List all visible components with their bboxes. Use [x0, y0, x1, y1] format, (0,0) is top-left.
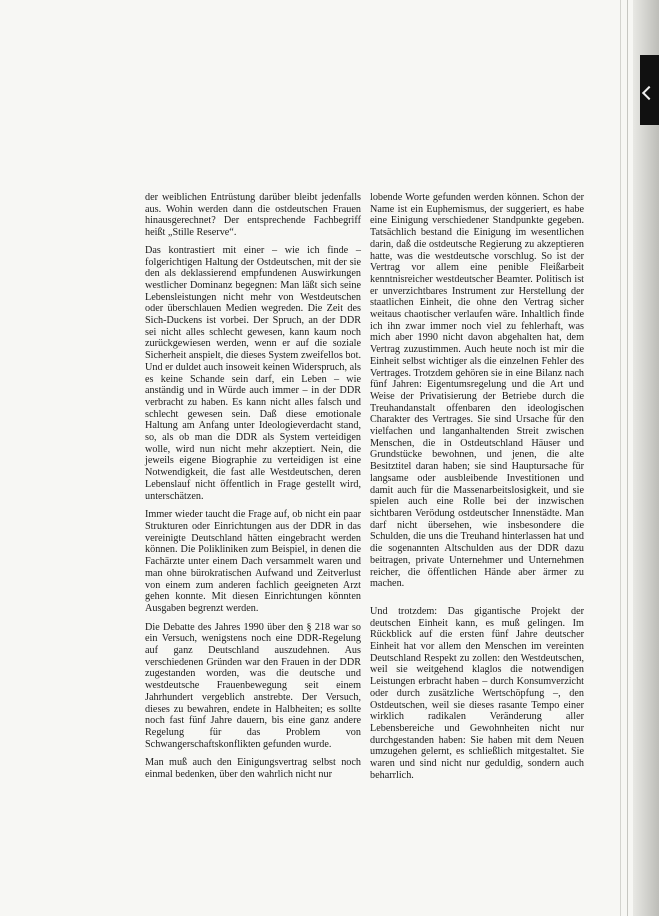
text-column-right	[370, 192, 584, 788]
paragraph: Und trotzdem: Das gigantische Projekt der deutschen Einheit kann, es muß gelingen. Im Rückblick auf die ersten fünf Jahre deutscher Einheit hat vor allem den Menschen im vereinten Deutschland Respekt zu zollen: den Westdeutschen, weil sie weitgehend klaglos die notwendigen Leistungen erbracht haben – durch Konsumverzicht oder durch zusätzliche Wertschöpfung –, den Ostdeutschen, weil sie dieses rasante Tempo einer wirklich radikalen Veränderung aller Lebensbereiche und Gewohnheiten nicht nur durchgestanden haben: Sie haben mit dem Neuen umzugehen gelernt, es schließlich mitgestaltet. Sie waren und sind nicht nur geduldig, sondern auch beharrlich.	[370, 605, 584, 781]
text-column-left	[145, 192, 361, 788]
paragraph: Das kontrastiert mit einer – wie ich finde – folgerichtigen Haltung der Ostdeutschen, mit der sie den als deklassierend empfundenen Auswirkungen westlicher Dominanz begegnen: Man läßt sich seine Lebensleistungen nicht mehr von Westdeutschen oder überschlauen Medien wegreden. Die Zeit des Sich-Duckens ist vorbei. Der Spruch, an der DDR sei nicht alles schlecht gewesen, kann kaum noch zurückgewiesen werden, wenn er auf die soziale Sicherheit anspielt, die dieses System zweifellos bot. Und er duldet auch insoweit keinen Widerspruch, als es keine Schande sein darf, ein Leben – wie anständig und in Würde auch immer – in der DDR verbracht zu haben. Es kann nicht alles falsch und schlecht gewesen sein. Daß diese emotionale Haltung am Anfang unter Ideologieverdacht stand, so, als ob man die DDR als System verteidigen wolle, wird nun nicht mehr akzeptiert. Nein, die jeweils eigene Biographie zu verteidigen ist eine Notwendigkeit, die fast alle Westdeutschen, deren Lebenslauf nicht öffentlich in Frage gestellt wird, unterschätzen.	[145, 244, 361, 502]
page-edge-shadow	[633, 0, 659, 916]
paragraph: Die Debatte des Jahres 1990 über den § 218 war so ein Versuch, wenigstens noch eine DDR-Regelung auf ganz Deutschland auszudehnen. Aus verschiedenen Gründen war den Frauen in der DDR zugestanden worden, was die deutsche und westdeutsche Frauenbewegung seit einem Jahrhundert vergeblich anstrebte. Der Versuch, dieses zu bewahren, endete in Halbheiten; es sollte noch fast fünf Jahre dauern, bis eine ganz andere Regelung für das Problem von Schwangerschaftskonflikten gefunden wurde.	[145, 621, 361, 750]
paragraph: der weiblichen Entrüstung darüber bleibt jedenfalls aus. Wohin werden dann die ostdeutschen Frauen hinausgerechnet? Der entsprechende Fachbegriff heißt „Stille Reserve“.	[145, 192, 361, 239]
page-edge-line	[627, 0, 628, 916]
paragraph: Immer wieder taucht die Frage auf, ob nicht ein paar Strukturen oder Einrichtungen aus der DDR in das vereinigte Deutschland hätten eingebracht werden können. Die Polikliniken zum Beispiel, in denen die Fachärzte unter einem Dach versammelt waren und man ohne bürokratischen Aufwand und Zeitverlust von einem zum anderen fachlich geeigneten Arzt gehen konnte. Mit diesen Einrichtungen könnten Ausgaben begrenzt werden.	[145, 509, 361, 614]
page-edge-line	[620, 0, 621, 916]
paragraph: Man muß auch den Einigungsvertrag selbst noch einmal bedenken, über den wahrlich nicht nur	[145, 757, 361, 781]
paragraph: lobende Worte gefunden werden können. Schon der Name ist ein Euphemismus, der suggeriert, es habe eine Einigung verschiedener Standpunkte gegeben. Tatsächlich bestand die Einigung im wesentlichen darin, daß die ostdeutsche Regierung zu akzeptieren hatte, was die westdeutsche vorschlug. So ist der Vertrag vor allem eine penible Fleißarbeit kenntnisreicher westdeutscher Beamter. Politisch ist er unverzichtbares Instrument zur Herstellung der staatlichen Einheit, die ohne den Vertrag sicher weitaus chaotischer verlaufen wäre. Inhaltlich finde ich ihn zwar immer noch viel zu fehlerhaft, was mich aber 1990 nicht davon abgehalten hat, dem Vertrag zuzustimmen. Auch heute noch ist mir die Einheit selbst wichtiger als die einzelnen Fehler des Vertrages. Trotzdem gehören sie in eine Bilanz nach fünf Jahren: Eigentumsregelung und die Art und Weise der Privatisierung der Betriebe durch die Treuhandanstalt offenbaren den ideologischen Charakter des Vertrages. Sie sind Ursache für den vielfachen und langanhaltenden Streit zwischen Menschen, die in Ostdeutschland Häuser und Grundstücke bewohnen, und jenen, die alte Besitztitel daran haben; sie sind Hauptursache für langsame oder ausbleibende Investitionen und damit auch für die Massenarbeitslosigkeit, und sie spielen auch eine Rolle bei der inzwischen sichtbaren Verödung ostdeutscher Innenstädte. Man darf nicht übersehen, wie insbesondere die Schulden, die uns die Treuhand hinterlassen hat und die sogenannten Altschulden aus der DDR dazu beitragen, private Unternehmer und Unternehmen reicher, die öffentlichen Hände aber ärmer zu machen.	[370, 192, 584, 590]
